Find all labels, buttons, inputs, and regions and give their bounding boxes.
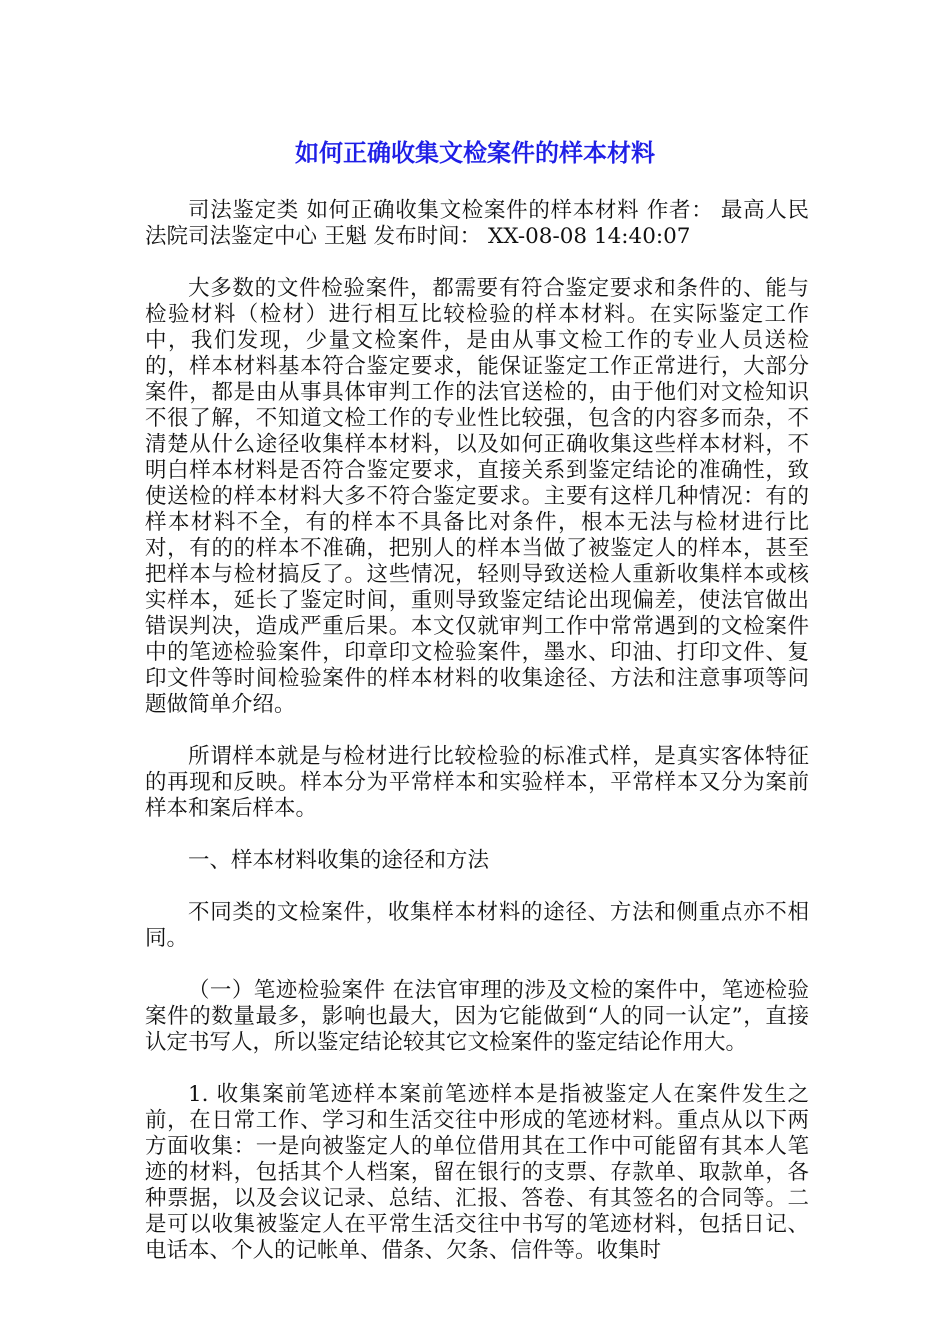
paragraph-section-intro: 不同类的文检案件，收集样本材料的途径、方法和侧重点亦不相同。	[145, 900, 809, 951]
paragraph-handwriting-cases: （一）笔迹检验案件 在法官审理的涉及文检的案件中，笔迹检验案件的数量最多，影响也最大，因为它能做到“人的同一认定”，直接认定书写人，所以鉴定结论较其它文检案件的鉴定结论作用大。	[145, 978, 809, 1055]
section-heading: 一、样本材料收集的途径和方法	[188, 848, 490, 873]
paragraph-intro: 大多数的文件检验案件，都需要有符合鉴定要求和条件的、能与检验材料（检材）进行相互比较检验的样本材料。在实际鉴定工作中，我们发现，少量文检案件，是由从事文检工作的专业人员送检的，样本材料基本符合鉴定要求，能保证鉴定工作正常进行，大部分案件，都是由从事具体审判工作的法官送检的，由于他们对文检知识不很了解，不知道文检工作的专业性比较强，包含的内容多而杂，不清楚从什么途径收集样本材料，以及如何正确收集这些样本材料，不明白样本材料是否符合鉴定要求，直接关系到鉴定结论的准确性，致使送检的样本材料大多不符合鉴定要求。主要有这样几种情况：有的样本材料不全，有的样本不具备比对条件，根本无法与检材进行比对，有的的样本不准确，把别人的样本当做了被鉴定人的样本，甚至把样本与检材搞反了。这些情况，轻则导致送检人重新收集样本或核实样本，延长了鉴定时间，重则导致鉴定结论出现偏差，使法官做出错误判决，造成严重后果。本文仅就审判工作中常常遇到的文检案件中的笔迹检验案件，印章印文检验案件，墨水、印油、打印文件、复印文件等时间检验案件的样本材料的收集途径、方法和注意事项等问题做简单介绍。	[145, 276, 809, 717]
paragraph-definition: 所谓样本就是与检材进行比较检验的标准式样，是真实客体特征的再现和反映。样本分为平常样本和实验样本，平常样本又分为案前样本和案后样本。	[145, 744, 809, 821]
document-body	[145, 198, 809, 1290]
article-meta: 司法鉴定类 如何正确收集文检案件的样本材料 作者： 最高人民法院司法鉴定中心 王魁 发布时间： XX-08-08 14:40:07	[145, 198, 809, 249]
paragraph-pre-case-samples: 1. 收集案前笔迹样本案前笔迹样本是指被鉴定人在案件发生之前，在日常工作、学习和生活交往中形成的笔迹材料。重点从以下两方面收集：一是向被鉴定人的单位借用其在工作中可能留有其本人笔迹的材料，包括其个人档案，留在银行的支票、存款单、取款单，各种票据，以及会议记录、总结、汇报、答卷、有其签名的合同等。二是可以收集被鉴定人在平常生活交往中书写的笔迹材料，包括日记、电话本、个人的记帐单、借条、欠条、信件等。收集时	[145, 1082, 809, 1263]
document-title: 如何正确收集文检案件的样本材料	[295, 139, 655, 167]
